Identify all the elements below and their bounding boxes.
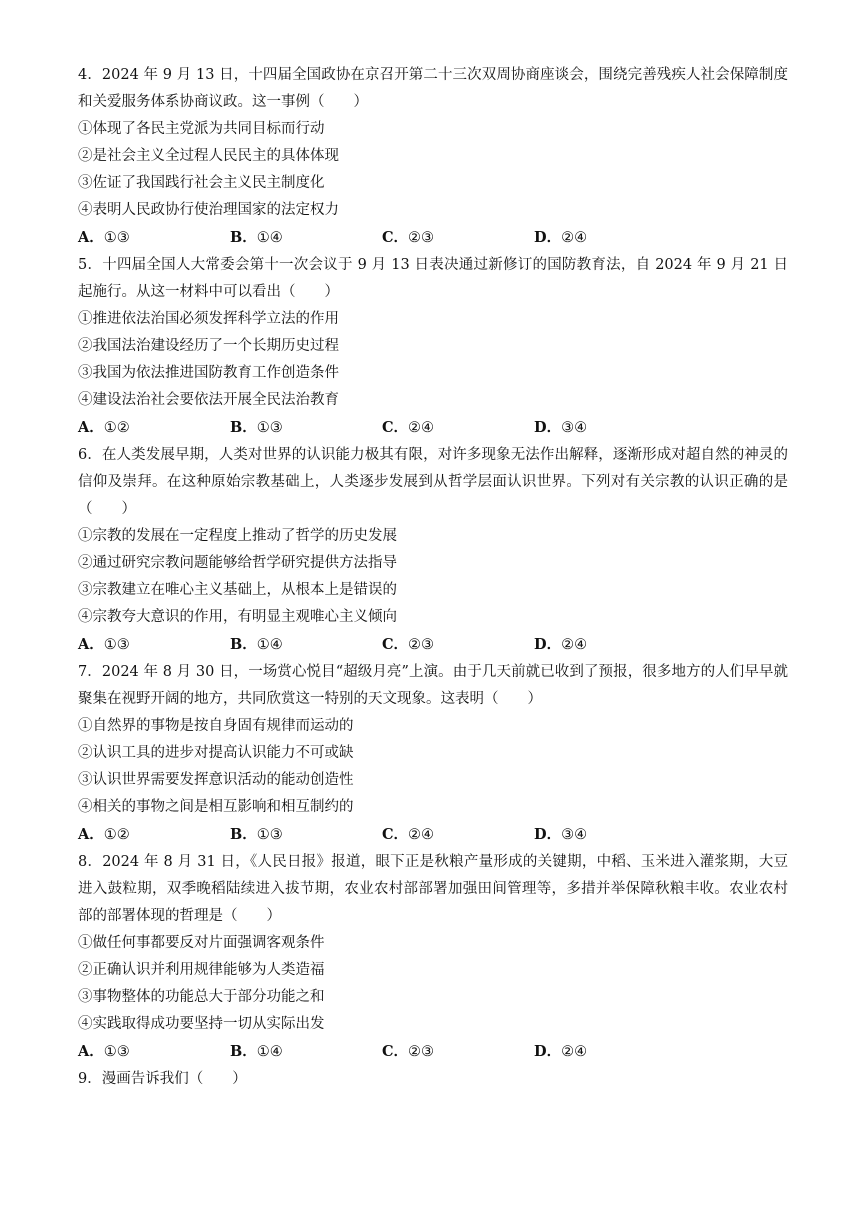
choice-a — [78, 224, 230, 252]
statement-option: ③认识世界需要发挥意识活动的能动创造性 — [78, 772, 354, 788]
choice-label: D． — [534, 826, 562, 843]
statement-option: ③宗教建立在唯心主义基础上，从根本上是错误的 — [78, 582, 397, 598]
choice-label: D． — [534, 419, 562, 436]
statement-option: ①推进依法治国必须发挥科学立法的作用 — [78, 311, 339, 327]
choice-value: ①④ — [256, 637, 283, 653]
choice-value: ①② — [103, 827, 130, 843]
choice-c — [382, 821, 534, 849]
choice-label: A． — [78, 636, 104, 653]
question-stem: 5．十四届全国人大常委会第十一次会议于 9 月 13 日表决通过新修订的国防教育法，自 2024 年 9 月 21 日起施行。从这一材料中可以看出（ ） — [78, 257, 788, 300]
statement-option: ④宗教夸大意识的作用，有明显主观唯心主义倾向 — [78, 609, 397, 625]
choice-c — [382, 1038, 534, 1066]
choice-label: C． — [382, 1043, 409, 1060]
choice-b — [230, 1038, 382, 1066]
question-8 — [78, 849, 788, 1066]
choice-value: ②④ — [561, 230, 588, 246]
question-9 — [78, 1066, 788, 1093]
choice-label: A． — [78, 419, 104, 436]
choice-value: ①③ — [103, 637, 130, 653]
choice-label: B． — [230, 419, 257, 436]
statement-option: ④表明人民政协行使治理国家的法定权力 — [78, 202, 339, 218]
choice-label: C． — [382, 229, 409, 246]
choice-label: B． — [230, 636, 257, 653]
question-7 — [78, 659, 788, 849]
choice-a — [78, 631, 230, 659]
statement-option: ①宗教的发展在一定程度上推动了哲学的历史发展 — [78, 528, 397, 544]
statement-option: ④建设法治社会要依法开展全民法治教育 — [78, 392, 339, 408]
statement-option: ②通过研究宗教问题能够给哲学研究提供方法指导 — [78, 555, 397, 571]
choice-value: ③④ — [561, 420, 588, 436]
choice-value: ①④ — [256, 230, 283, 246]
choice-value: ②③ — [408, 230, 435, 246]
statement-option: ②正确认识并利用规律能够为人类造福 — [78, 962, 325, 978]
statement-option: ④相关的事物之间是相互影响和相互制约的 — [78, 799, 354, 815]
choice-d — [534, 414, 686, 442]
choice-c — [382, 224, 534, 252]
statement-option: ③佐证了我国践行社会主义民主制度化 — [78, 175, 325, 191]
choice-value: ①③ — [256, 827, 283, 843]
choice-c — [382, 631, 534, 659]
choice-label: A． — [78, 1043, 104, 1060]
choice-label: D． — [534, 636, 562, 653]
choice-b — [230, 414, 382, 442]
choice-d — [534, 631, 686, 659]
statement-option: ①做任何事都要反对片面强调客观条件 — [78, 935, 325, 951]
choice-label: B． — [230, 826, 257, 843]
choice-label: A． — [78, 229, 104, 246]
statement-option: ②我国法治建设经历了一个长期历史过程 — [78, 338, 339, 354]
question-4 — [78, 62, 788, 252]
statement-option: ②是社会主义全过程人民民主的具体体现 — [78, 148, 339, 164]
choice-value: ②③ — [408, 637, 435, 653]
question-stem: 7．2024 年 8 月 30 日，一场赏心悦目“超级月亮”上演。由于几天前就已收到了预报，很多地方的人们早早就聚集在视野开阔的地方，共同欣赏这一特别的天文现象。这表明（ ） — [78, 664, 788, 707]
question-stem: 4．2024 年 9 月 13 日，十四届全国政协在京召开第二十三次双周协商座谈会，围绕完善残疾人社会保障制度和关爱服务体系协商议政。这一事例（ ） — [78, 67, 788, 110]
choice-a — [78, 821, 230, 849]
choice-label: D． — [534, 1043, 562, 1060]
question-stem: 8．2024 年 8 月 31 日，《人民日报》报道，眼下正是秋粮产量形成的关键期，中稻、玉米进入灌浆期，大豆进入鼓粒期，双季晚稻陆续进入拔节期，农业农村部部署加强田间管理等，多措并举保障秋粮丰收。农业农村部的部署体现的哲理是（ ） — [78, 854, 788, 924]
choice-a — [78, 414, 230, 442]
choice-value: ③④ — [561, 827, 588, 843]
answer-choices — [78, 414, 788, 442]
choice-label: C． — [382, 826, 409, 843]
statement-option: ②认识工具的进步对提高认识能力不可或缺 — [78, 745, 354, 761]
choice-c — [382, 414, 534, 442]
question-stem: 6．在人类发展早期，人类对世界的认识能力极其有限，对许多现象无法作出解释，逐渐形成对超自然的神灵的信仰及崇拜。在这种原始宗教基础上，人类逐步发展到从哲学层面认识世界。下列对有关宗教的认识正确的是（ ） — [78, 447, 788, 517]
answer-choices — [78, 631, 788, 659]
choice-d — [534, 1038, 686, 1066]
statement-option: ①体现了各民主党派为共同目标而行动 — [78, 121, 325, 137]
choice-value: ②③ — [408, 1044, 435, 1060]
choice-value: ②④ — [561, 1044, 588, 1060]
statement-option: ①自然界的事物是按自身固有规律而运动的 — [78, 718, 354, 734]
exam-page — [78, 62, 788, 1093]
choice-value: ①④ — [256, 1044, 283, 1060]
choice-value: ①③ — [256, 420, 283, 436]
choice-b — [230, 224, 382, 252]
statement-option: ④实践取得成功要坚持一切从实际出发 — [78, 1016, 325, 1032]
choice-label: C． — [382, 419, 409, 436]
choice-label: C． — [382, 636, 409, 653]
choice-b — [230, 631, 382, 659]
answer-choices — [78, 224, 788, 252]
choice-value: ①③ — [103, 1044, 130, 1060]
answer-choices — [78, 1038, 788, 1066]
question-5 — [78, 252, 788, 442]
statement-option: ③事物整体的功能总大于部分功能之和 — [78, 989, 325, 1005]
answer-choices — [78, 821, 788, 849]
choice-value: ①② — [103, 420, 130, 436]
choice-value: ②④ — [408, 827, 435, 843]
choice-d — [534, 821, 686, 849]
choice-b — [230, 821, 382, 849]
choice-value: ②④ — [561, 637, 588, 653]
statement-option: ③我国为依法推进国防教育工作创造条件 — [78, 365, 339, 381]
choice-label: D． — [534, 229, 562, 246]
choice-label: A． — [78, 826, 104, 843]
choice-label: B． — [230, 229, 257, 246]
question-6 — [78, 442, 788, 659]
choice-d — [534, 224, 686, 252]
choice-value: ①③ — [103, 230, 130, 246]
question-stem: 9．漫画告诉我们（ ） — [78, 1071, 247, 1087]
choice-value: ②④ — [408, 420, 435, 436]
choice-a — [78, 1038, 230, 1066]
choice-label: B． — [230, 1043, 257, 1060]
